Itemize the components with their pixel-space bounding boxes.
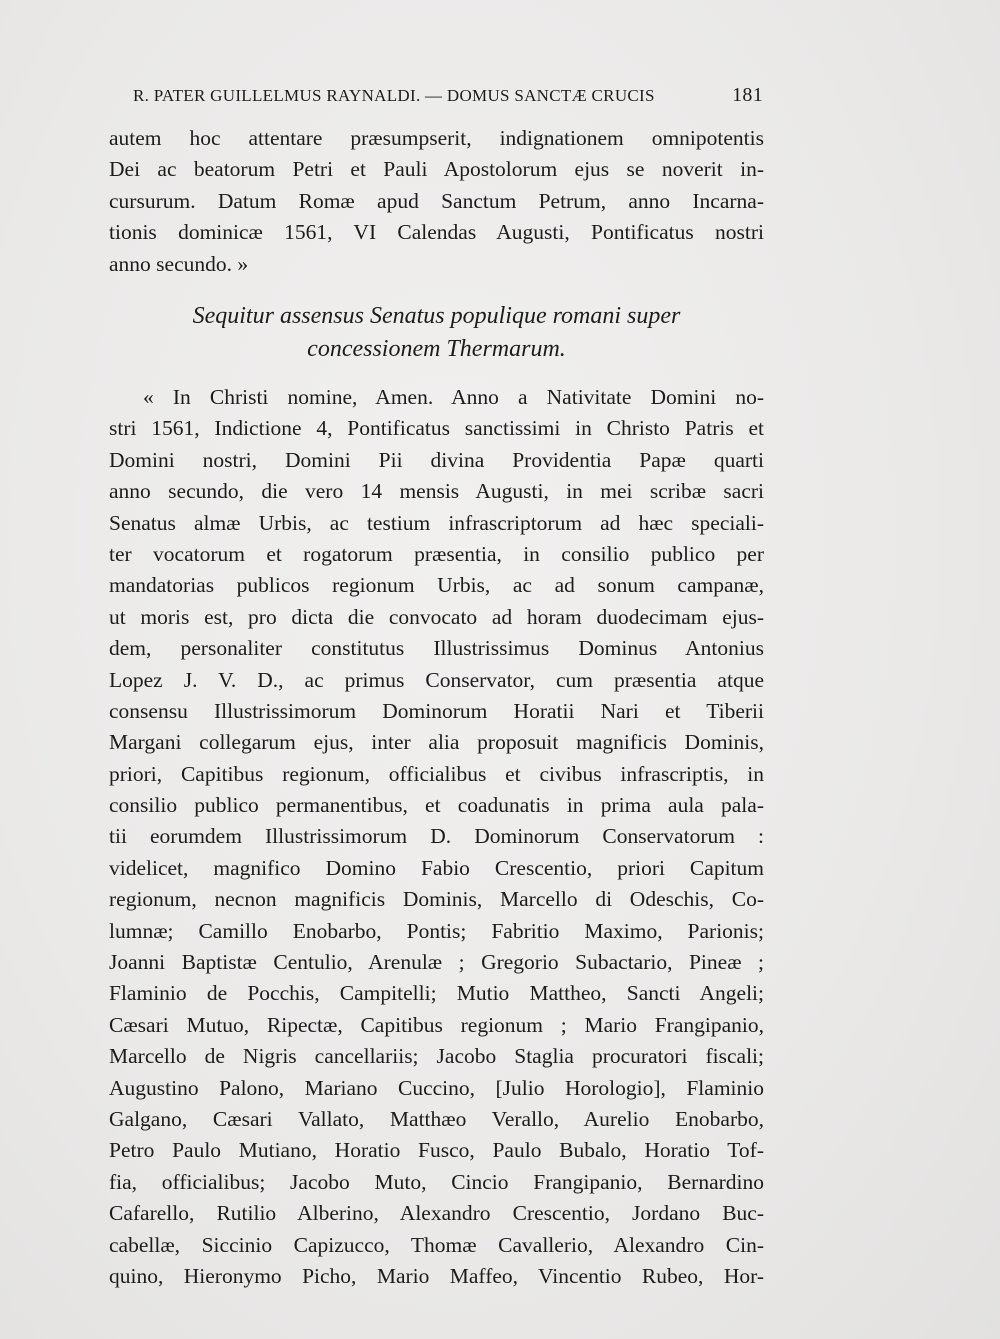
text-line: autem hoc attentare præsumpserit, indignationem omnipotentis <box>109 126 764 150</box>
text-line: quino, Hieronymo Picho, Mario Maffeo, Vincentio Rubeo, Hor- <box>109 1263 764 1288</box>
text-line: anno secundo, die vero 14 mensis Augusti, in mei scribæ sacri <box>109 479 764 504</box>
text-line: ter vocatorum et rogatorum præsentia, in consilio publico per <box>109 541 764 566</box>
text-line: « In Christi nomine, Amen. Anno a Nativitate Domini no- <box>143 385 764 409</box>
text-line: Augustino Palono, Mariano Cuccino, [Julio Horologio], Flaminio <box>109 1075 764 1100</box>
heading-line: concessionem Thermarum. <box>307 336 566 362</box>
section-heading <box>109 300 764 366</box>
text-line: stri 1561, Indictione 4, Pontificatus sanctissimi in Christo Patris et <box>109 416 764 441</box>
text-line: Flaminio de Pocchis, Campitelli; Mutio Mattheo, Sancti Angeli; <box>109 981 764 1006</box>
text-line: Domini nostri, Domini Pii divina Providentia Papæ quarti <box>109 447 764 472</box>
text-line: ut moris est, pro dicta die convocato ad horam duodecimam ejus- <box>109 604 764 629</box>
running-title: R. PATER GUILLELMUS RAYNALDI. — DOMUS SANCTÆ CRUCIS <box>133 86 655 105</box>
text-line: Joanni Baptistæ Centulio, Arenulæ ; Gregorio Subactario, Pineæ ; <box>109 950 764 975</box>
text-line: Margani collegarum ejus, inter alia proposuit magnificis Dominis, <box>109 730 764 755</box>
text-line: dem, personaliter constitutus Illustrissimus Dominus Antonius <box>109 636 764 661</box>
text-line: lumnæ; Camillo Enobarbo, Pontis; Fabritio Maximo, Parionis; <box>109 918 764 943</box>
text-line: Lopez J. V. D., ac primus Conservator, cum præsentia atque <box>109 667 764 692</box>
text-line: Cæsari Mutuo, Ripectæ, Capitibus regionum ; Mario Frangipanio, <box>109 1012 764 1037</box>
text-line: Cafarello, Rutilio Alberino, Alexandro Crescentio, Jordano Buc- <box>109 1201 764 1226</box>
text-line: Senatus almæ Urbis, ac testium infrascriptorum ad hæc speciali- <box>109 510 764 535</box>
text-line: Petro Paulo Mutiano, Horatio Fusco, Paulo Bubalo, Horatio Tof- <box>109 1138 764 1163</box>
text-line: fia, officialibus; Jacobo Muto, Cincio Frangipanio, Bernardino <box>109 1169 764 1194</box>
text-line: consensu Illustrissimorum Dominorum Horatii Nari et Tiberii <box>109 698 764 723</box>
text-line: Marcello de Nigris cancellariis; Jacobo Staglia procuratori fiscali; <box>109 1044 764 1069</box>
paragraph-2 <box>109 382 764 1292</box>
text-line: regionum, necnon magnificis Dominis, Marcello di Odeschis, Co- <box>109 887 764 912</box>
text-line: anno secundo. » <box>109 251 249 276</box>
text-line: priori, Capitibus regionum, officialibus et civibus infrascriptis, in <box>109 761 764 786</box>
text-line: mandatorias publicos regionum Urbis, ac ad sonum campanæ, <box>109 573 764 598</box>
paragraph-1 <box>109 123 764 280</box>
heading-line: Sequitur assensus Senatus populique romani super <box>192 303 681 329</box>
text-line: tii eorumdem Illustrissimorum D. Dominorum Conservatorum : <box>109 824 764 849</box>
page-number: 181 <box>732 84 763 106</box>
text-line: videlicet, magnifico Domino Fabio Crescentio, priori Capitum <box>109 855 764 880</box>
running-header <box>133 86 763 112</box>
text-line: cabellæ, Siccinio Capizucco, Thomæ Cavallerio, Alexandro Cin- <box>109 1232 764 1257</box>
text-line: consilio publico permanentibus, et coadunatis in prima aula pala- <box>109 793 764 818</box>
text-line: tionis dominicæ 1561, VI Calendas Augusti, Pontificatus nostri <box>109 220 764 245</box>
text-line: Dei ac beatorum Petri et Pauli Apostolorum ejus se noverit in- <box>109 157 764 182</box>
text-line: Galgano, Cæsari Vallato, Matthæo Verallo, Aurelio Enobarbo, <box>109 1106 764 1131</box>
text-line: cursurum. Datum Romæ apud Sanctum Petrum, anno Incarna- <box>109 188 764 213</box>
